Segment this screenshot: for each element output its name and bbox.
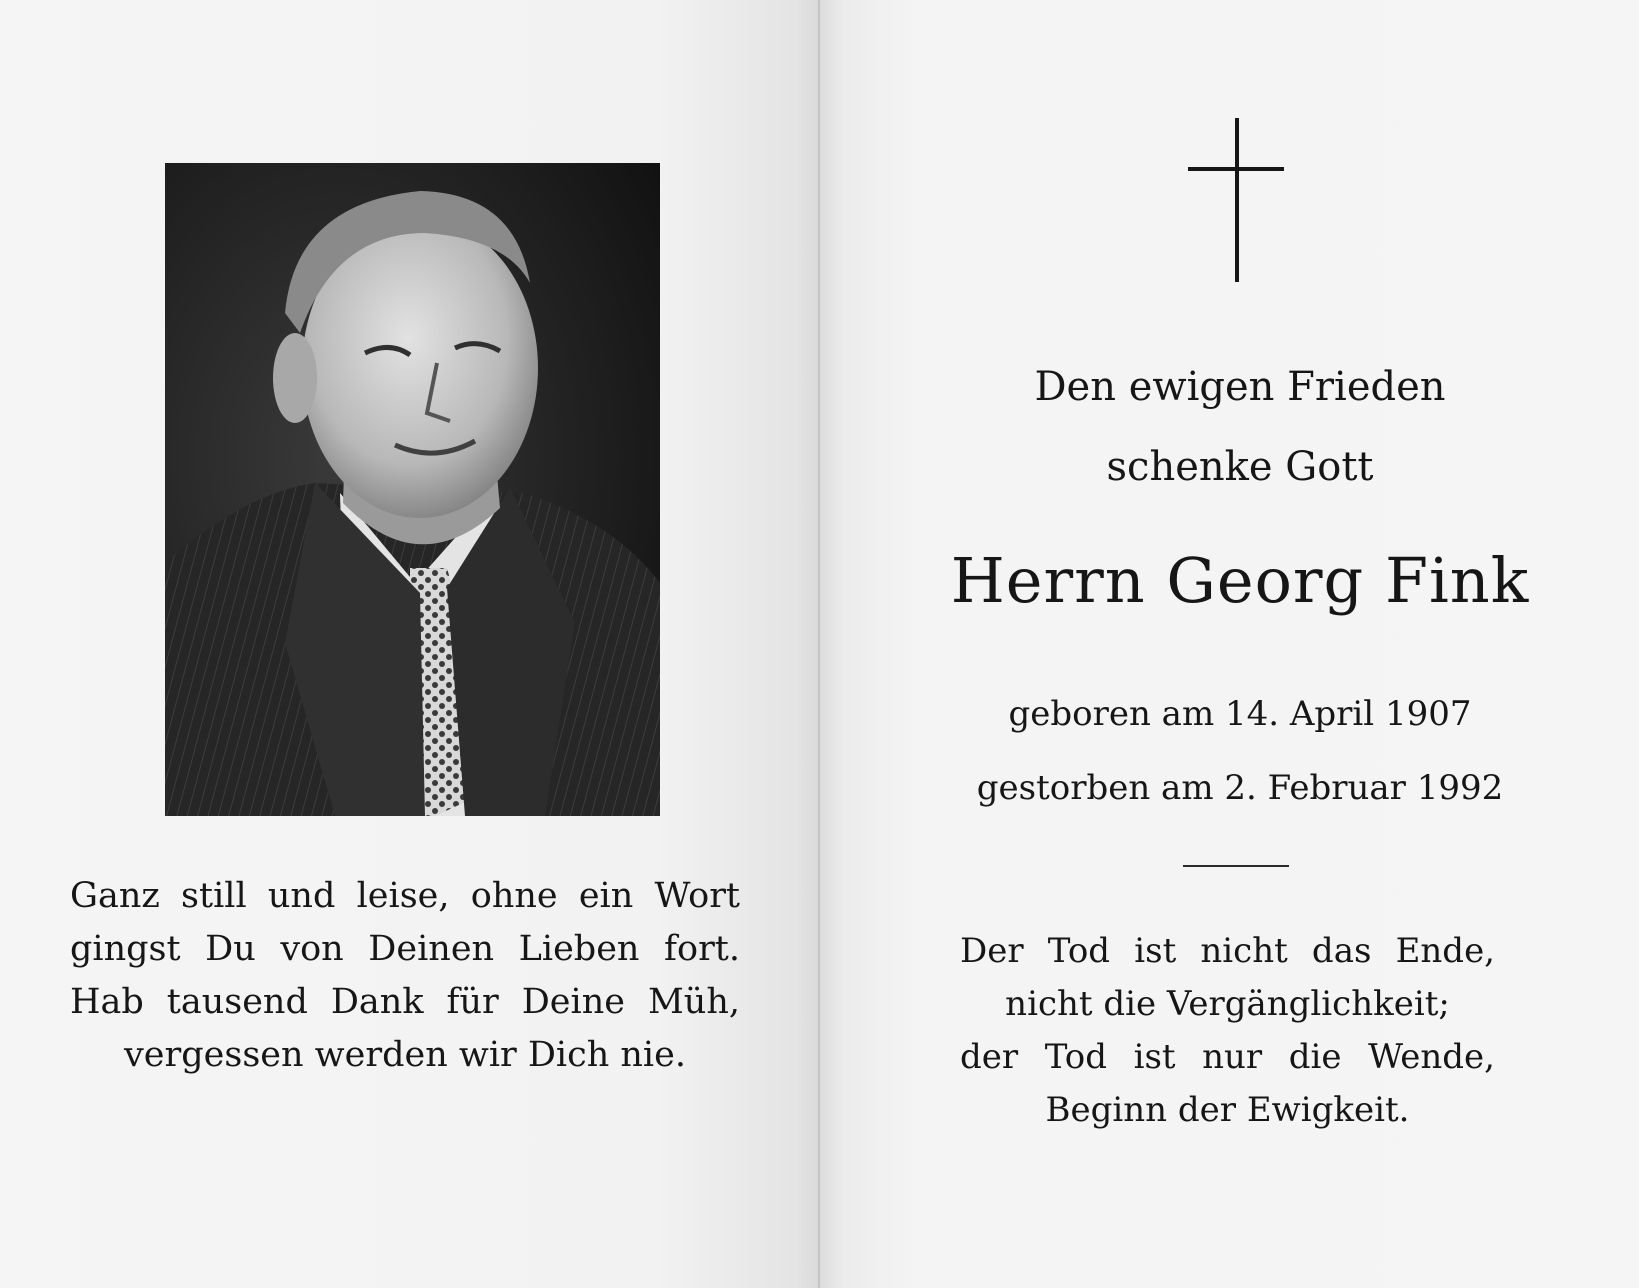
portrait-illustration xyxy=(165,163,660,816)
cross-icon xyxy=(1188,118,1284,283)
poem-line: der Tod ist nur die Wende, xyxy=(960,1037,1495,1077)
poem-line: Beginn der Ewigkeit. xyxy=(1045,1090,1410,1130)
poem-line: vergessen werden wir Dich nie. xyxy=(124,1035,686,1075)
deceased-name: Herrn Georg Fink xyxy=(950,544,1530,617)
death-date: gestorben am 2. Februar 1992 xyxy=(976,768,1504,808)
divider-line xyxy=(1183,865,1289,867)
poem-line: Ganz still und leise, ohne ein Wort xyxy=(70,876,740,916)
eternal-peace-text xyxy=(880,347,1600,507)
poem-line: Hab tausend Dank für Deine Müh, xyxy=(70,982,740,1022)
peace-line: schenke Gott xyxy=(1106,444,1374,490)
poem-line: gingst Du von Deinen Lieben fort. xyxy=(70,929,740,969)
peace-line: Den ewigen Frieden xyxy=(1034,364,1446,410)
poem-line: nicht die Vergänglichkeit; xyxy=(1005,984,1450,1024)
death-poem xyxy=(960,925,1495,1137)
portrait-photo xyxy=(165,163,660,816)
birth-date: geboren am 14. April 1907 xyxy=(1008,694,1472,734)
poem-line: Der Tod ist nicht das Ende, xyxy=(960,931,1495,971)
farewell-poem xyxy=(70,870,740,1082)
life-dates xyxy=(880,677,1600,825)
